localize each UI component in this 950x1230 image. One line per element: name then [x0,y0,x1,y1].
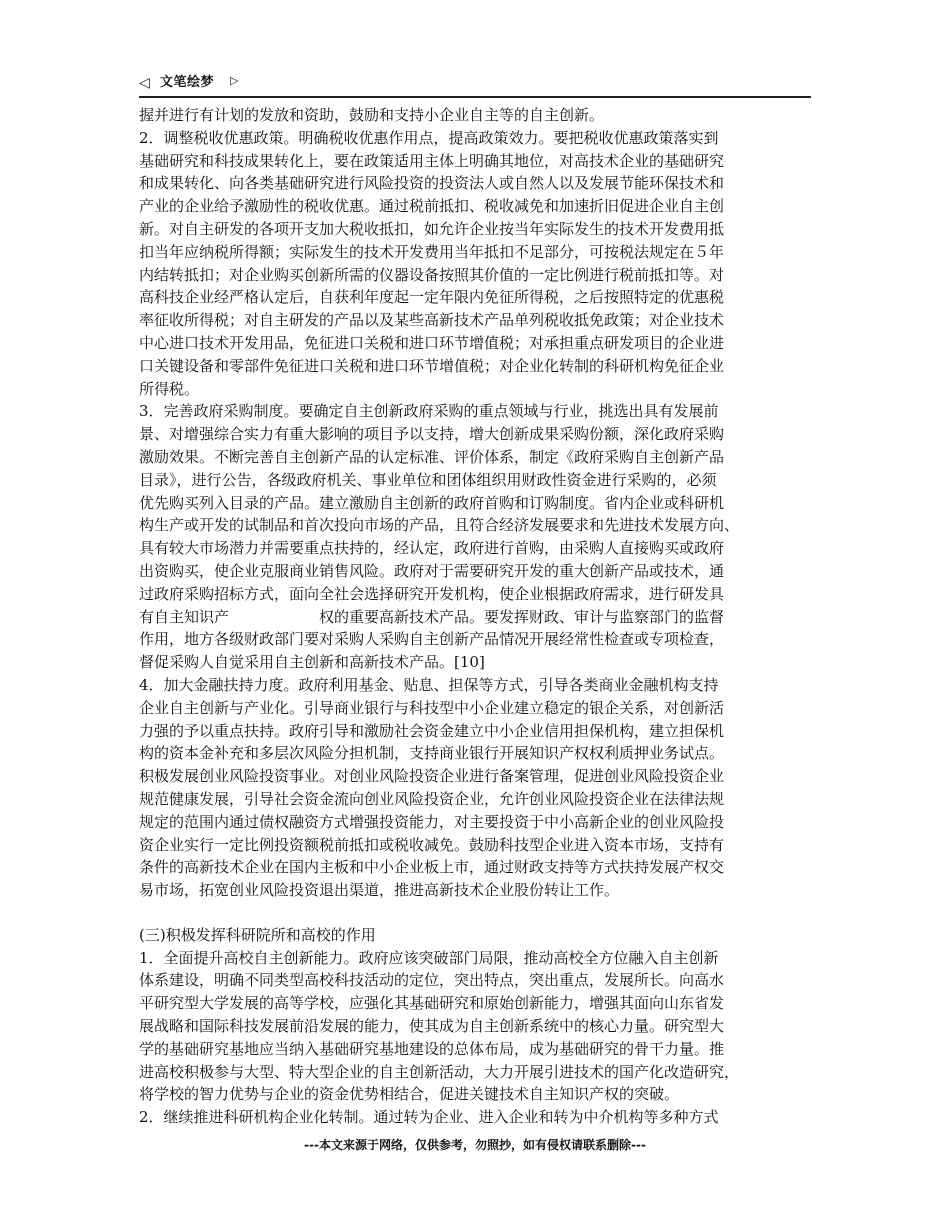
text-line: 高科技企业经严格认定后，自获利年度起一定年限内免征所得税，之后按照特定的优惠税 [139,288,725,307]
text-line: 构生产或开发的试制品和首次投向市场的产品，且符合经济发展要求和先进技术发展方向、 [139,516,740,535]
text-line: 构的资本金补充和多层次风险分担机制，支持商业银行开展知识产权权利质押业务试点。 [139,744,725,763]
text-line: 新。对自主研发的各项开支加大税收抵扣，如允许企业按当年实际发生的技术开发费用抵 [139,219,725,238]
text-line: 中心进口技术开发用品，免征进口关税和进口环节增值税；对承担重点研发项目的企业进 [139,333,725,352]
text-line: 规定的范围内通过债权融资方式增强投资能力，对主要投资于中小高新企业的创业风险投 [139,812,725,831]
text-line: 所得税。 [139,379,200,398]
text-line: 口关键设备和零部件免征进口关税和进口环节增值税；对企业化转制的科研机构免征企业 [139,356,725,375]
text-line: 1．全面提升高校自主创新能力。政府应该突破部门局限，推动高校全方位融入自主创新 [139,948,719,967]
section-paragraphs [139,947,811,1129]
text-line: 积极发展创业风险投资事业。对创业风险投资企业进行备案管理，促进创业风险投资企业 [139,767,725,786]
text-line: 将学校的智力优势与企业的资金优势相结合，促进关键技术自主知识产权的突破。 [139,1085,680,1104]
text-line: 进高校积极参与大型、特大型企业的自主创新活动，大力开展引进技术的国产化改造研究， [139,1062,740,1081]
triangle-left-icon: ◁ [139,75,150,91]
text-line: 扣当年应纳税所得额；实际发生的技术开发费用当年抵扣不足部分，可按税法规定在５年 [139,242,725,261]
document-body [139,104,811,1129]
text-line: 规范健康发展，引导社会资金流向创业风险投资企业，允许创业风险投资企业在法律法规 [139,789,725,808]
text-line: 有自主知识产 权的重要高新技术产品。要发挥财政、审计与监察部门的监督 [139,607,725,626]
text-line: 资企业实行一定比例投资额税前抵扣或税收减免。鼓励科技型企业进入资本市场，支持有 [139,835,725,854]
text-line: 和成果转化、向各类基础研究进行风险投资的投资法人或自然人以及发展节能环保技术和 [139,174,725,193]
text-line: 条件的高新技术企业在国内主板和中小企业板上市，通过财政支持等方式扶持发展产权交 [139,858,725,877]
footer-disclaimer: ---本文来源于网络，仅供参考，勿照抄，如有侵权请联系删除--- [304,1138,646,1152]
text-line: 基础研究和科技成果转化上，要在政策适用主体上明确其地位，对高技术企业的基础研究 [139,151,725,170]
section-spacer [139,902,811,924]
brand-title: 文笔绘梦 [160,75,215,90]
text-line: 展战略和国际科技发展前沿发展的能力，使其成为自主创新系统中的核心力量。研究型大 [139,1017,725,1036]
text-line: 作用，地方各级财政部门要对采购人采购自主创新产品情况开展经常性检查或专项检查， [139,630,725,649]
text-line: 平研究型大学发展的高等学校，应强化其基础研究和原始创新能力，增强其面向山东省发 [139,994,725,1013]
text-line: 督促采购人自觉采用自主创新和高新技术产品。[10] [139,653,485,672]
text-line: 握并进行有计划的发放和资助，鼓励和支持小企业自主等的自主创新。 [139,106,605,124]
text-line: 激励效果。不断完善自主创新产品的认定标准、评价体系，制定《政府采购自主创新产品 [139,447,725,466]
text-line: 目录》，进行公告，各级政府机关、事业单位和团体组织用财政性资金进行采购的，必须 [139,470,717,489]
text-line: 过政府采购招标方式，面向全社会选择研究开发机构，使企业根据政府需求，进行研发具 [139,584,725,603]
text-line: 2．继续推进科研机构企业化转制。通过转为企业、进入企业和转为中介机构等多种方式 [139,1108,719,1127]
section-heading: (三)积极发挥科研院所和高校的作用 [139,925,376,944]
text-line: 景、对增强综合实力有重大影响的项目予以支持，增大创新成果采购份额，深化政府采购 [139,425,725,444]
text-line: 内结转抵扣；对企业购买创新所需的仪器设备按照其价值的一定比例进行税前抵扣等。对 [139,265,725,284]
text-line: 企业自主创新与产业化。引导商业银行与科技型中小企业建立稳定的银企关系，对创新活 [139,698,725,717]
text-line: 4．加大金融扶持力度。政府利用基金、贴息、担保等方式，引导各类商业金融机构支持 [139,675,719,694]
triangle-right-icon: ▷ [230,74,239,87]
text-line: 3．完善政府采购制度。要确定自主创新政府采购的重点领域与行业，挑选出具有发展前 [139,402,719,421]
text-line: 优先购买列入目录的产品。建立激励自主创新的政府首购和订购制度。省内企业或科研机 [139,493,725,512]
text-line: 出资购买，使企业克服商业销售风险。政府对于需要研究开发的重大创新产品或技术，通 [139,561,725,580]
text-line: 率征收所得税；对自主研发的产品以及某些高新技术产品单列税收抵免政策；对企业技术 [139,311,725,330]
body-paragraphs [139,104,811,902]
text-line: 力强的予以重点扶持。政府引导和激励社会资金建立中小企业信用担保机构，建立担保机 [139,721,725,740]
text-line: 产业的企业给予激励性的税收优惠。通过税前抵扣、税收减免和加速折旧促进企业自主创 [139,197,725,216]
page-header [139,72,811,98]
text-line: 学的基础研究基地应当纳入基础研究基地建设的总体布局，成为基础研究的骨干力量。推 [139,1039,725,1058]
text-line: 体系建设，明确不同类型高校科技活动的定位，突出特点，突出重点，发展所长。向高水 [139,971,725,990]
text-line: 具有较大市场潜力并需要重点扶持的，经认定，政府进行首购，由采购人直接购买或政府 [139,539,725,558]
text-line: 易市场，拓宽创业风险投资退出渠道，推进高新技术企业股份转让工作。 [139,881,620,900]
text-line: 2．调整税收优惠政策。明确税收优惠作用点，提高政策效力。要把税收优惠政策落实到 [139,128,719,147]
